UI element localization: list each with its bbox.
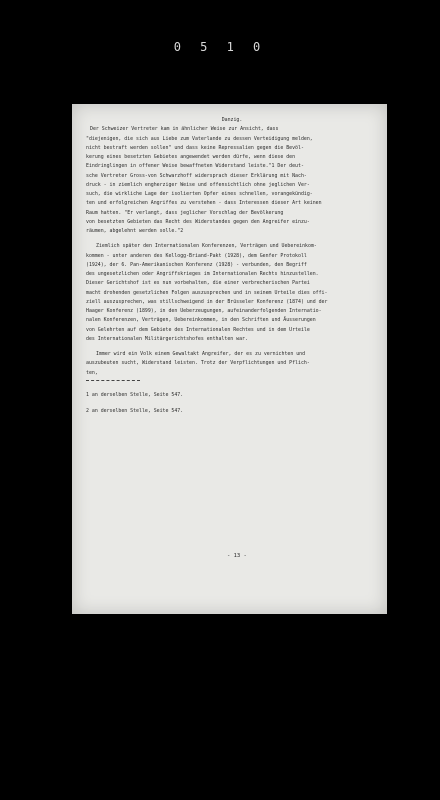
document-title: Danzig. — [221, 117, 243, 123]
text-line: von besetzten Gebieten das Recht des Widerstandes gegen den Angreifer einzu- — [86, 218, 310, 225]
text-line: sche Vertreter Gross-von Schwarzhoff widersprach dieser Erklärung mit Nach- — [86, 172, 307, 179]
text-line: ten und erfolgreichen Angriffes zu verstehen - dass Interessen dieser Art keinen — [86, 200, 322, 207]
paragraph-2 — [86, 242, 378, 344]
text-line: des Internationalen Militärgerichtshofes enthalten war. — [86, 335, 248, 342]
footnote: 2 an derselben Stelle, Seite 547. — [86, 407, 184, 414]
text-line: Dieser Gerichtshof ist es nun vorbehalten, die einer verbrecherischen Partei — [86, 280, 310, 287]
text-line: Immer wird ein Volk einem Gewaltakt Angreifer, der es zu vernichten und — [96, 351, 306, 357]
text-line: nicht bestraft werden sollen" und dass keine Repressalien gegen die Bevöl- — [86, 144, 304, 151]
text-line: des ungesetzlichen oder Angriffskrieges im Internationalen Rechts hinzustellen. — [86, 271, 319, 277]
paragraph-3 — [86, 350, 378, 378]
paragraph-1 — [86, 125, 378, 236]
footnote: 1 an derselben Stelle, Seite 547. — [86, 391, 184, 398]
text-line: Raum hatten. "Er verlangt, dass jeglicher Vorschlag der Bevölkerung — [86, 209, 284, 216]
text-line: such, die wirkliche Lage der isolierten Opfer eines schnellen, vorangekündig- — [86, 191, 313, 197]
text-line: Ziemlich später den Internationalen Konferenzen, Verträgen und Uebereinkom- — [96, 243, 317, 250]
frame-number: 0 5 1 0 — [173, 40, 267, 54]
text-line: macht drohenden gesetzlichen Folgen auszusprechen und in seinem Urteile dies offi- — [86, 289, 328, 296]
page-number: - 13 - — [227, 553, 247, 559]
text-line: (1924), der 6. Pan-Amerikanischen Konferenz (1928) - verbunden, den Begriff — [86, 261, 307, 268]
text-line: ziell auszusprechen, was stillschweigend in der Brüsseler Konferenz (1874) und der — [86, 298, 328, 305]
text-line: räumen, abgelehnt werden solle."2 — [86, 228, 184, 234]
text-line: kommen - unter anderen des Kellogg-Briand-Pakt (1928), dem Genfer Protokoll — [86, 252, 307, 259]
text-line: ten, — [86, 369, 98, 376]
text-line: von Gelehrten auf dem Gebiete des Internationalen Rechtes und in dem Urteile — [86, 326, 310, 333]
text-line: Der Schweizer Vertreter kam in ähnlicher Weise zur Ansicht, dass — [90, 126, 279, 133]
text-line: druck - in ziemlich engherziger Weise und offensichtlich ohne jeglichen Ver- — [86, 181, 310, 188]
footnote-divider — [86, 380, 140, 381]
text-line: "diejenigen, die sich aus Liebe zum Vaterlande zu dessen Verteidigung melden, — [86, 135, 313, 142]
document-page — [72, 104, 387, 614]
text-line: auszubeuten sucht, Widerstand leisten. Trotz der Verpflichtungen und Pflich- — [86, 360, 310, 367]
document-body — [86, 116, 378, 419]
text-line: nalen Konferenzen, Verträgen, Uebereinkommen, in den Schriften und Äusserungen — [86, 317, 316, 324]
footnotes — [86, 387, 378, 419]
text-line: kerung eines besetzten Gebietes angewendet werden dürfe, wenn diese den — [86, 154, 296, 160]
text-line: Haager Konferenz (1899), in den Ueberzeugungen, aufeinanderfolgenden Internatio- — [86, 308, 322, 314]
text-line: Eindringlingen in offener Weise bewaffneten Widerstand leiste."1 Der deut- — [86, 163, 304, 170]
